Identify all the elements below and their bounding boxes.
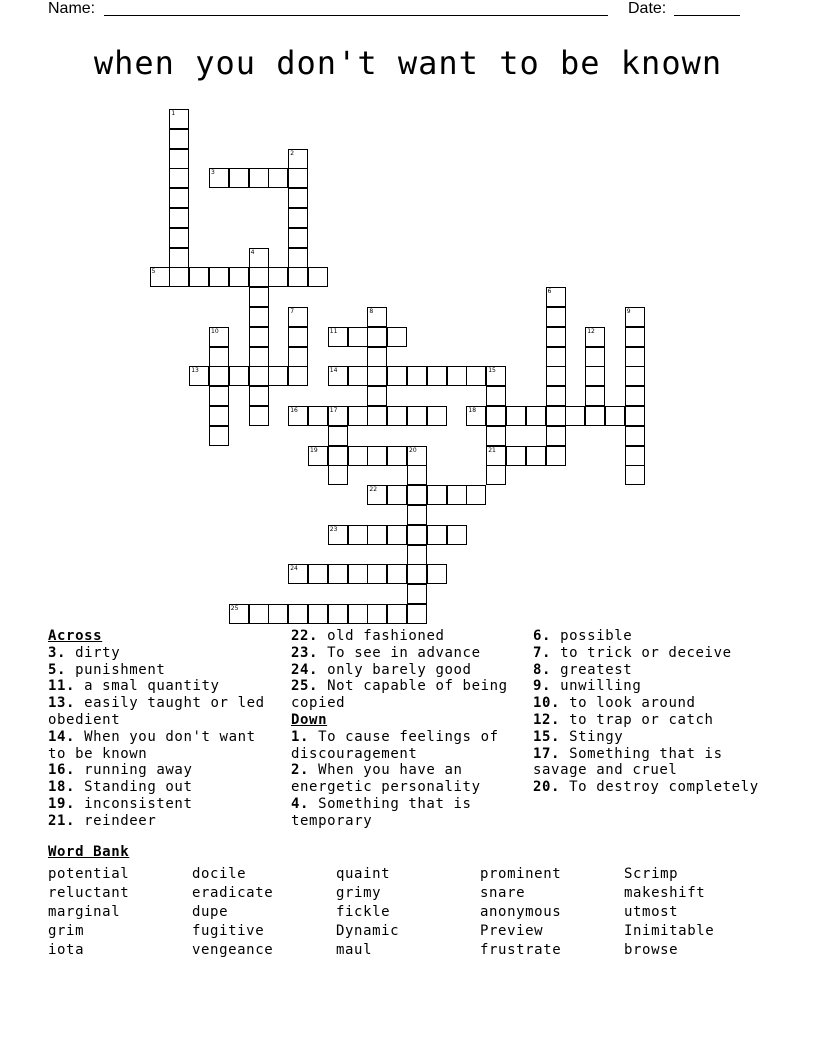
crossword-cell[interactable] [209,386,229,406]
crossword-cell[interactable] [585,386,605,406]
crossword-cell[interactable] [546,307,566,327]
crossword-cell[interactable] [288,248,308,268]
crossword-cell[interactable] [506,446,526,466]
crossword-cell[interactable] [585,406,605,426]
crossword-cell[interactable] [585,327,605,347]
word-bank [48,863,768,958]
crossword-cell[interactable] [288,208,308,228]
crossword-cell[interactable] [268,168,288,188]
clue-number: 19. [48,795,76,812]
clue-text: Not capable of being copied [291,678,508,712]
crossword-cell[interactable] [486,386,506,406]
crossword-cell[interactable] [348,446,368,466]
word-bank-word: Scrimp [624,866,679,882]
down-clue [533,729,773,746]
clue-text: When you have an energetic personality [291,762,481,796]
crossword-cell[interactable] [625,307,645,327]
crossword-cell[interactable] [367,406,387,426]
down-clue [291,762,523,796]
word-bank-word: utmost [624,904,679,920]
clue-number: 13 [191,367,199,375]
crossword-cell[interactable] [348,406,368,426]
clue-number: 16 [290,407,298,414]
crossword-cell[interactable] [288,267,308,287]
crossword-cell[interactable] [387,446,407,466]
crossword-cell[interactable] [466,406,486,426]
crossword-cell[interactable] [625,327,645,347]
crossword-cell[interactable] [169,188,189,208]
crossword-cell[interactable] [209,347,229,367]
crossword-cell[interactable] [407,485,427,505]
crossword-cell[interactable] [486,406,506,426]
crossword-cell[interactable] [486,426,506,446]
crossword-cell[interactable] [367,525,387,545]
crossword-cell[interactable] [348,366,368,386]
clue-number: 4. [291,795,310,812]
down-clue [533,695,773,712]
clue-number: 3. [48,644,67,661]
crossword-cell[interactable] [288,228,308,248]
clue-text: dirty [66,644,121,661]
clue-text: Something that is temporary [291,795,472,829]
crossword-cell[interactable] [268,267,288,287]
clue-number: 10. [533,695,561,712]
clue-text: only barely good [318,661,472,678]
crossword-cell[interactable] [229,168,249,188]
crossword-cell[interactable] [546,347,566,367]
word-bank-word: vengeance [192,942,274,958]
crossword-cell[interactable] [288,307,308,327]
crossword-cell[interactable] [486,366,506,386]
crossword-cell[interactable] [546,386,566,406]
word-bank-word: browse [624,942,679,958]
down-clue [533,678,773,695]
crossword-cell[interactable] [486,465,506,485]
clue-text: to trap or catch [560,711,714,728]
crossword-cell[interactable] [348,604,368,624]
crossword-cell[interactable] [585,347,605,367]
clue-text: Stingy [560,728,624,745]
crossword-cell[interactable] [407,584,427,604]
clue-text: When you don't want to be known [48,728,256,762]
clues-column-3 [533,628,773,796]
crossword-cell[interactable] [249,604,269,624]
clue-number: 24. [291,661,319,678]
crossword-cell[interactable] [249,386,269,406]
across-clue [48,813,280,830]
word-bank-heading: Word Bank [48,844,130,860]
crossword-cell[interactable] [169,228,189,248]
crossword-cell[interactable] [308,446,328,466]
clue-number: 3 [211,169,215,177]
crossword-cell[interactable] [546,327,566,347]
down-clue [291,796,523,830]
across-clue [48,695,280,729]
crossword-cell[interactable] [348,564,368,584]
clue-text: punishment [66,661,166,678]
word-bank-word: marginal [48,904,121,920]
clue-number: 25. [291,678,319,695]
down-heading: Down [291,711,328,728]
clue-number: 8 [369,308,374,315]
clue-text: easily taught or led obedient [48,695,265,728]
clues-column-2 [291,628,523,830]
crossword-cell[interactable] [209,168,229,188]
word-bank-word: reluctant [48,885,130,901]
clues-column-1 [48,628,280,830]
clue-text: a smal quantity [75,678,220,695]
word-bank-word: Dynamic [336,923,400,939]
clue-number: 15. [533,728,561,745]
crossword-cell[interactable] [308,564,328,584]
word-bank-word: grim [48,923,85,939]
crossword-cell[interactable] [367,327,387,347]
crossword-cell[interactable] [546,287,566,307]
crossword-cell[interactable] [249,366,269,386]
crossword-cell[interactable] [189,267,209,287]
crossword-cell[interactable] [367,307,387,327]
crossword-cell[interactable] [249,248,269,268]
clue-number: 23. [291,644,319,661]
crossword-cell[interactable] [427,406,447,426]
puzzle-title: when you don't want to be known [93,44,723,82]
clue-number: 20. [533,779,561,796]
crossword-cell[interactable] [565,406,585,426]
clue-number: 11 [329,327,338,335]
crossword-cell[interactable] [328,564,348,584]
crossword-cell[interactable] [367,446,387,466]
clue-number: 10 [211,327,219,335]
crossword-cell[interactable] [328,525,348,545]
crossword-cell[interactable] [466,485,486,505]
crossword-cell[interactable] [288,149,308,169]
crossword-cell[interactable] [367,604,387,624]
crossword-cell[interactable] [209,426,229,446]
crossword-cell[interactable] [625,426,645,446]
crossword-cell[interactable] [169,248,189,268]
crossword-cell[interactable] [169,208,189,228]
crossword-cell[interactable] [526,406,546,426]
across-clue [48,645,280,662]
word-bank-word: potential [48,866,130,882]
crossword-cell[interactable] [229,267,249,287]
clue-number: 23 [329,525,338,533]
clue-text: To see in advance [318,644,481,661]
crossword-cell[interactable] [625,446,645,466]
clue-number: 7. [533,644,552,661]
crossword-cell[interactable] [328,327,348,347]
crossword-cell[interactable] [268,604,288,624]
crossword-cell[interactable] [367,564,387,584]
crossword-cell[interactable] [169,267,189,287]
clue-text: To cause feelings of discouragement [291,728,499,762]
clue-text: old fashioned [318,628,445,644]
crossword-cell[interactable] [387,366,407,386]
clue-text: Standing out [75,779,193,796]
crossword-cell[interactable] [150,267,170,287]
crossword-cell[interactable] [348,327,368,347]
crossword-cell[interactable] [328,446,348,466]
clue-number: 14. [48,728,76,745]
crossword-cell[interactable] [427,485,447,505]
down-clue [533,779,773,796]
crossword-cell[interactable] [229,604,249,624]
crossword-cell[interactable] [249,267,269,287]
clue-number: 5. [48,661,67,678]
clue-number: 24 [290,565,298,573]
word-bank-word: maul [336,942,373,958]
crossword-cell[interactable] [387,485,407,505]
crossword-cell[interactable] [407,545,427,565]
word-bank-word: snare [480,885,526,901]
clue-number: 9. [533,678,552,695]
word-bank-word: prominent [480,866,562,882]
clue-number: 1 [171,110,176,117]
name-label: Name: [48,0,96,17]
crossword-cell[interactable] [407,604,427,624]
crossword-cell[interactable] [387,327,407,347]
word-bank-word: Preview [480,923,544,939]
crossword-cell[interactable] [407,366,427,386]
date-label: Date: [628,0,667,17]
word-bank-word: dupe [192,904,229,920]
crossword-cell[interactable] [625,366,645,386]
crossword-cell[interactable] [387,604,407,624]
crossword-cell[interactable] [605,406,625,426]
clue-number: 22. [291,628,319,644]
crossword-cell[interactable] [288,366,308,386]
clue-number: 16. [48,762,76,779]
word-bank-row [48,939,768,958]
clue-number: 14 [329,367,338,375]
crossword-cell[interactable] [308,604,328,624]
word-bank-word: frustrate [480,942,562,958]
crossword-cell[interactable] [546,406,566,426]
clue-number: 11. [48,678,76,695]
clue-number: 17. [533,745,561,762]
crossword-cell[interactable] [447,525,467,545]
crossword-cell[interactable] [308,406,328,426]
crossword-cell[interactable] [466,366,486,386]
crossword-cell[interactable] [447,366,467,386]
crossword-cell[interactable] [288,347,308,367]
word-bank-word: makeshift [624,885,706,901]
crossword-cell[interactable] [367,386,387,406]
word-bank-row [48,920,768,939]
crossword-cell[interactable] [546,426,566,446]
across-clue [48,662,280,679]
crossword-cell[interactable] [585,366,605,386]
crossword-cell[interactable] [169,168,189,188]
clue-number: 6 [547,288,552,296]
down-clue [291,729,523,763]
clue-number: 12 [587,327,595,335]
crossword-cell[interactable] [427,564,447,584]
clue-number: 1. [291,728,310,745]
crossword-cell[interactable] [625,465,645,485]
crossword-cell[interactable] [526,446,546,466]
crossword-cell[interactable] [348,525,368,545]
crossword-cell[interactable] [249,347,269,367]
word-bank-row [48,882,768,901]
word-bank-word: anonymous [480,904,562,920]
word-bank-word: fickle [336,904,391,920]
clue-number: 2. [291,762,310,779]
crossword-cell[interactable] [407,446,427,466]
clue-text: running away [75,762,193,779]
crossword-cell[interactable] [288,406,308,426]
clue-number: 4 [250,248,255,256]
crossword-cell[interactable] [249,168,269,188]
crossword-cell[interactable] [546,366,566,386]
clue-number: 18. [48,779,76,796]
crossword-cell[interactable] [169,149,189,169]
across-clue [291,628,523,645]
crossword-cell[interactable] [288,168,308,188]
down-clue [533,645,773,662]
down-clue [533,662,773,679]
word-bank-word: eradicate [192,885,274,901]
crossword-cell[interactable] [209,366,229,386]
across-clue [291,678,523,712]
clue-text: reindeer [75,812,157,829]
across-clue [48,796,280,813]
clue-number: 9 [626,308,631,315]
crossword-cell[interactable] [328,604,348,624]
crossword-cell[interactable] [546,446,566,466]
word-bank-word: Inimitable [624,923,715,939]
clue-number: 21. [48,812,76,829]
crossword-cell[interactable] [387,406,407,426]
crossword-cell[interactable] [407,505,427,525]
crossword-cell[interactable] [249,307,269,327]
crossword-cell[interactable] [407,525,427,545]
word-bank-row [48,901,768,920]
crossword-cell[interactable] [407,465,427,485]
down-clue [533,628,773,645]
word-bank-word: iota [48,942,85,958]
crossword-cell[interactable] [288,327,308,347]
clue-number: 7 [290,308,295,315]
crossword-cell[interactable] [407,564,427,584]
crossword-cell[interactable] [486,446,506,466]
crossword-cell[interactable] [169,129,189,149]
crossword-cell[interactable] [625,386,645,406]
crossword-cell[interactable] [249,287,269,307]
crossword-cell[interactable] [506,406,526,426]
crossword-cell[interactable] [387,564,407,584]
clue-text: Something that is savage and cruel [533,745,723,779]
clue-text: unwilling [551,678,642,695]
clue-text: possible [551,628,633,644]
crossword-cell[interactable] [209,327,229,347]
clue-number: 5 [151,268,156,276]
crossword-cell[interactable] [249,327,269,347]
clue-number: 17 [329,407,338,414]
clue-number: 20 [409,446,417,454]
word-bank-word: grimy [336,885,382,901]
crossword-cell[interactable] [328,426,348,446]
crossword-cell[interactable] [447,485,467,505]
crossword-cell[interactable] [308,267,328,287]
clue-number: 12. [533,711,561,728]
down-clue [533,712,773,729]
crossword-cell[interactable] [209,267,229,287]
crossword-cell[interactable] [209,406,229,426]
clue-text: to trick or deceive [551,644,732,661]
crossword-cell[interactable] [229,366,249,386]
crossword-cell[interactable] [328,406,348,426]
across-heading: Across [48,628,103,644]
crossword-cell[interactable] [189,366,209,386]
clue-number: 13. [48,695,76,712]
clue-number: 25 [230,605,239,612]
across-clue [48,779,280,796]
clue-number: 21 [488,446,496,454]
across-clue [291,645,523,662]
clue-text: greatest [551,661,633,678]
across-clue [291,662,523,679]
crossword-cell[interactable] [387,525,407,545]
crossword-cell[interactable] [169,109,189,129]
clue-number: 6. [533,628,552,644]
crossword-cell[interactable] [328,465,348,485]
across-clue [48,729,280,763]
clue-number: 15 [488,367,496,375]
down-clue [533,746,773,780]
word-bank-row [48,863,768,882]
crossword-cell[interactable] [625,347,645,367]
crossword-cell[interactable] [625,406,645,426]
word-bank-word: fugitive [192,923,265,939]
crossword-cell[interactable] [367,485,387,505]
crossword-cell[interactable] [367,366,387,386]
crossword-cell[interactable] [288,604,308,624]
crossword-cell[interactable] [407,406,427,426]
clue-number: 8. [533,661,552,678]
crossword-cell[interactable] [288,188,308,208]
crossword-cell[interactable] [427,525,447,545]
clue-text: to look around [560,695,696,712]
crossword-cell[interactable] [268,366,288,386]
clue-number: 18 [468,407,477,414]
across-clue [48,678,280,695]
word-bank-word: quaint [336,866,391,882]
word-bank-word: docile [192,866,247,882]
crossword-cell[interactable] [328,366,348,386]
clue-number: 2 [290,149,295,157]
crossword-cell[interactable] [249,406,269,426]
across-clue [48,762,280,779]
crossword-cell[interactable] [288,564,308,584]
clue-text: inconsistent [75,795,193,812]
clue-number: 19 [310,446,318,454]
clue-number: 22 [369,486,378,494]
crossword-cell[interactable] [427,366,447,386]
clue-text: To destroy completely [560,779,759,796]
crossword-cell[interactable] [367,347,387,367]
